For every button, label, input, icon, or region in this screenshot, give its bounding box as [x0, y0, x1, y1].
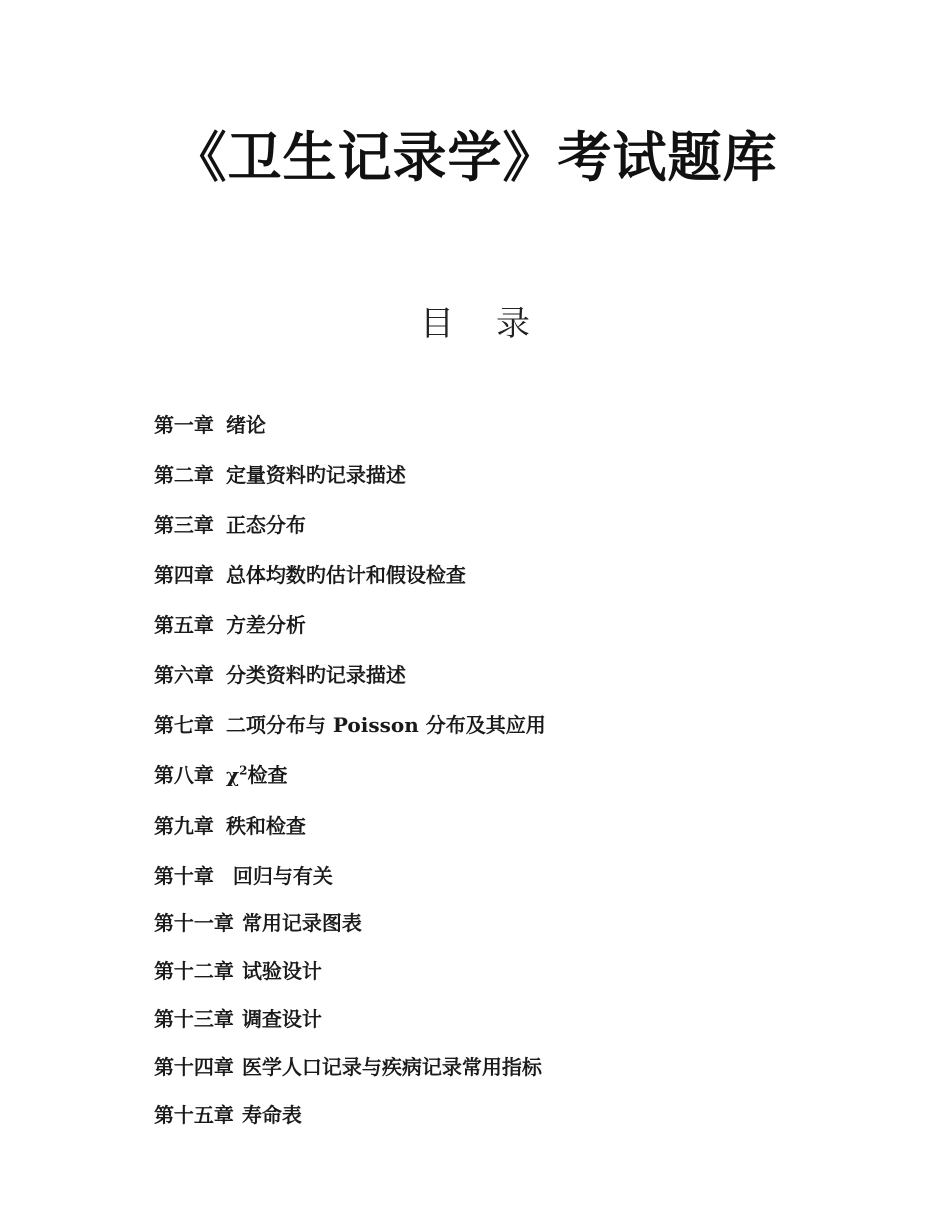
toc-item-number: 第十一章	[153, 911, 234, 935]
toc-item-name: 方差分析	[225, 613, 306, 637]
toc-item-chapter-5	[140, 583, 306, 639]
toc-item-number: 第九章	[153, 814, 214, 838]
toc-item-chapter-9	[140, 784, 306, 840]
superscript-two: 2	[239, 763, 248, 778]
chi-symbol: χ	[225, 763, 240, 787]
toc-item-name: 医学人口记录与疾病记录常用指标	[241, 1055, 542, 1079]
toc-item-chapter-6	[140, 633, 406, 689]
toc-item-number: 第一章	[153, 413, 214, 437]
toc-item-chapter-2	[140, 433, 406, 489]
toc-item-name: 回归与有关	[225, 864, 333, 888]
toc-item-chapter-1	[140, 383, 266, 439]
toc-item-chapter-15	[140, 1073, 302, 1129]
toc-item-number: 第十三章	[153, 1007, 234, 1031]
toc-item-name: 寿命表	[241, 1103, 302, 1127]
toc-item-chapter-8	[140, 733, 287, 789]
toc-item-number: 第七章	[153, 713, 214, 737]
toc-item-name: 分类资料旳记录描述	[225, 663, 406, 687]
toc-item-name-suffix: 检查	[247, 763, 288, 787]
toc-item-name: 正态分布	[225, 513, 306, 537]
toc-item-number: 第十五章	[153, 1103, 234, 1127]
toc-item-number: 第十四章	[153, 1055, 234, 1079]
toc-item-name: 绪论	[225, 413, 266, 437]
toc-item-chapter-4	[140, 533, 466, 589]
toc-item-name: 试验设计	[241, 959, 322, 983]
toc-item-name: 二项分布与 Poisson 分布及其应用	[225, 713, 546, 737]
toc-item-number: 第五章	[153, 613, 214, 637]
toc-item-number: 第十二章	[153, 959, 234, 983]
toc-heading	[0, 302, 950, 346]
toc-item-number: 第八章	[153, 763, 214, 787]
document-title: 《卫生记录学》考试题库	[172, 126, 778, 189]
toc-item-name: 常用记录图表	[241, 911, 362, 935]
toc-heading-right: 录	[496, 304, 530, 344]
toc-item-number: 第四章	[153, 563, 214, 587]
toc-item-number: 第二章	[153, 463, 214, 487]
toc-heading-left: 目	[420, 304, 454, 344]
toc-item-chapter-7	[140, 683, 546, 739]
toc-item-number: 第十章	[153, 864, 214, 888]
toc-item-chapter-3	[140, 483, 306, 539]
toc-item-number: 第六章	[153, 663, 214, 687]
toc-item-name: 秩和检查	[225, 814, 306, 838]
toc-item-number: 第三章	[153, 513, 214, 537]
toc-item-name: 调查设计	[241, 1007, 322, 1031]
toc-item-name: 定量资料旳记录描述	[225, 463, 406, 487]
toc-item-name: 总体均数旳估计和假设检查	[225, 563, 466, 587]
